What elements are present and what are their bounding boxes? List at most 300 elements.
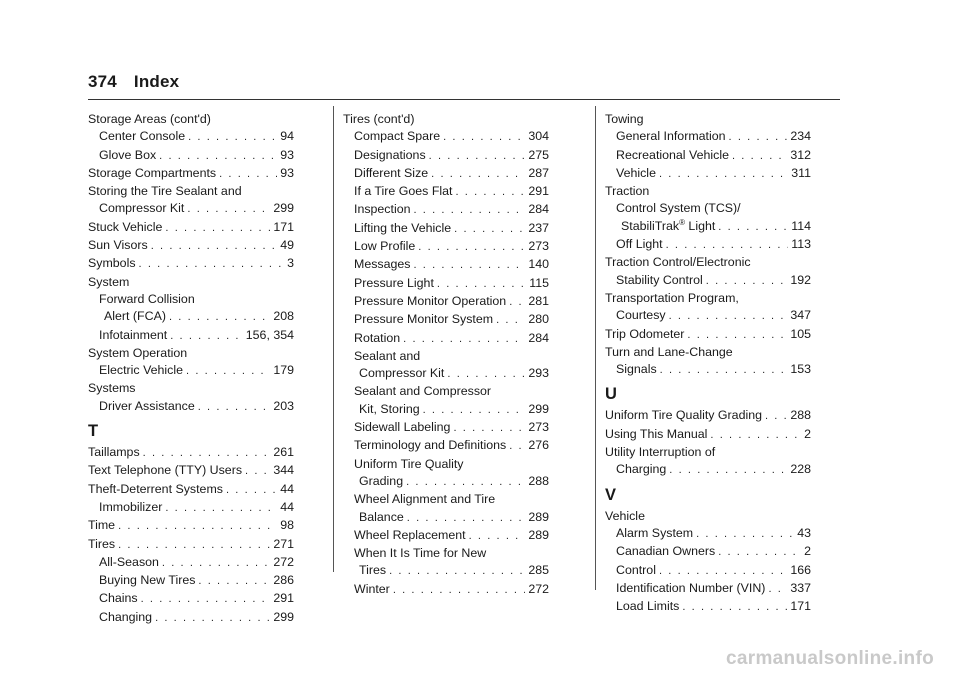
entry-term-text: Inspection <box>354 202 411 217</box>
entry-page-number[interactable]: 44 <box>280 481 294 496</box>
entry-term-text: Control <box>616 562 656 577</box>
dot-leader <box>660 362 788 379</box>
entry-term-text: Signals <box>616 362 657 377</box>
index-entry[interactable] <box>343 256 549 274</box>
entry-term <box>99 327 167 344</box>
dot-leader <box>245 463 270 480</box>
dot-leader <box>718 219 788 236</box>
entry-page-number[interactable]: 288 <box>790 408 811 423</box>
entry-term <box>616 361 657 378</box>
index-heading: Storage Areas (cont'd) <box>88 112 211 126</box>
index-heading: Turn and Lane-Change <box>605 344 733 359</box>
dot-leader <box>453 420 525 437</box>
dot-leader <box>669 308 788 325</box>
entry-page-number[interactable]: 98 <box>280 518 294 533</box>
entry-term-text: Immobilizer <box>99 499 163 514</box>
entry-page-number[interactable]: 156, 354 <box>245 327 294 342</box>
index-heading: System Operation <box>88 345 188 360</box>
entry-term <box>99 554 159 571</box>
entry-page-number[interactable]: 153 <box>790 362 811 377</box>
index-entry[interactable] <box>88 554 294 572</box>
index-heading: Traction Control/Electronic <box>605 255 751 270</box>
index-entry[interactable] <box>605 326 811 344</box>
entry-page-number[interactable]: 140 <box>528 257 549 272</box>
index-heading: Control System (TCS)/ <box>616 201 741 216</box>
entry-page-number[interactable]: 285 <box>528 563 549 578</box>
index-heading: Systems <box>88 381 136 396</box>
dot-leader <box>393 582 526 599</box>
index-entry[interactable] <box>88 462 294 480</box>
entry-term <box>616 543 715 560</box>
entry-term-text: Changing <box>99 609 153 624</box>
entry-page-number[interactable]: 347 <box>790 308 811 323</box>
entry-term-text: Terminology and Definitions <box>354 438 507 453</box>
index-entry[interactable] <box>343 509 549 527</box>
entry-term-text: Theft-Deterrent Systems <box>88 481 223 496</box>
entry-term-text: Sun Visors <box>88 238 148 253</box>
entry-term <box>354 238 415 255</box>
index-entry[interactable] <box>343 581 549 599</box>
entry-term <box>354 437 506 454</box>
index-entry[interactable] <box>88 147 294 165</box>
entry-page-number[interactable]: 276 <box>528 438 549 453</box>
dot-leader <box>413 257 525 274</box>
entry-term <box>354 201 410 218</box>
entry-term <box>359 365 444 382</box>
entry-term <box>99 572 195 589</box>
index-heading: Vehicle <box>605 508 645 523</box>
entry-term-text: Compressor Kit <box>359 366 445 381</box>
entry-term <box>99 147 156 164</box>
entry-page-number[interactable]: 287 <box>528 165 549 180</box>
entry-page-number[interactable]: 166 <box>790 562 811 577</box>
index-entry[interactable] <box>605 461 811 479</box>
index-entry[interactable] <box>605 128 811 146</box>
entry-term-text: Low Profile <box>354 239 416 254</box>
entry-page-number[interactable]: 280 <box>528 312 549 327</box>
dot-leader <box>389 563 525 580</box>
dot-leader <box>141 591 271 608</box>
entry-term-text: Compact Spare <box>354 129 441 144</box>
entry-term <box>359 473 403 490</box>
dot-leader <box>669 462 787 479</box>
index-entry[interactable] <box>605 147 811 165</box>
dot-leader <box>768 581 787 598</box>
entry-page-number[interactable]: 115 <box>529 275 549 290</box>
index-entry[interactable] <box>605 165 811 183</box>
dot-leader <box>165 220 270 237</box>
entry-page-number[interactable]: 311 <box>791 165 811 180</box>
section-letter: V <box>605 485 617 504</box>
index-column-1 <box>88 111 294 627</box>
entry-term-text: Off Light <box>616 237 663 252</box>
index-entry[interactable] <box>343 293 549 311</box>
entry-term <box>354 128 440 145</box>
index-entry[interactable] <box>88 362 294 380</box>
entry-page-number[interactable]: 289 <box>528 509 549 524</box>
entry-term-text: Buying New Tires <box>99 573 196 588</box>
entry-term-text: Vehicle <box>616 165 656 180</box>
entry-term <box>359 509 404 526</box>
index-heading: Uniform Tire Quality <box>354 456 464 471</box>
dot-leader <box>186 363 270 380</box>
dot-leader <box>706 273 788 290</box>
entry-page-number[interactable]: 208 <box>273 309 294 324</box>
entry-page-number[interactable]: 234 <box>790 129 811 144</box>
index-entry[interactable] <box>343 562 549 580</box>
entry-term-text: Lifting the Vehicle <box>354 220 452 235</box>
index-heading: Sealant and <box>354 348 421 363</box>
index-heading: Towing <box>605 112 644 126</box>
dot-leader <box>151 238 278 255</box>
index-entry[interactable] <box>343 220 549 238</box>
index-entry[interactable] <box>343 311 549 329</box>
index-heading: Utility Interruption of <box>605 445 716 460</box>
index-heading: Wheel Alignment and Tire <box>354 492 496 507</box>
index-column-3 <box>605 111 811 616</box>
dot-leader <box>729 129 788 146</box>
entry-page-number[interactable]: 299 <box>528 401 549 416</box>
entry-term-text: Recreational Vehicle <box>616 147 729 162</box>
index-entry[interactable] <box>343 437 549 455</box>
entry-page-number[interactable]: 114 <box>791 218 811 233</box>
entry-page-number[interactable]: 171 <box>790 599 811 614</box>
entry-page-number[interactable]: 237 <box>528 220 549 235</box>
page-title: Index <box>133 72 180 91</box>
entry-term-text: General Information <box>616 129 726 144</box>
dot-leader <box>509 294 525 311</box>
dot-leader <box>143 445 271 462</box>
index-entry[interactable] <box>605 361 811 379</box>
index-entry[interactable] <box>605 525 811 543</box>
index-entry[interactable] <box>88 517 294 535</box>
index-entry[interactable] <box>88 590 294 608</box>
index-entry[interactable] <box>88 572 294 590</box>
dot-leader <box>413 202 525 219</box>
index-entry[interactable] <box>605 426 811 444</box>
entry-term <box>88 536 115 553</box>
entry-term <box>354 311 493 328</box>
index-entry[interactable] <box>88 255 294 273</box>
entry-term <box>88 481 223 498</box>
entry-page-number[interactable]: 284 <box>528 330 549 345</box>
entry-term-text: Pressure Monitor Operation <box>354 293 507 308</box>
entry-page-number[interactable]: 192 <box>790 272 811 287</box>
entry-term <box>88 255 136 272</box>
entry-term <box>99 128 185 145</box>
entry-term <box>605 407 762 424</box>
dot-leader <box>447 366 525 383</box>
registered-mark: ® <box>679 217 685 227</box>
index-entry[interactable] <box>343 238 549 256</box>
dot-leader <box>406 474 525 491</box>
index-entry[interactable] <box>88 536 294 554</box>
entry-term-text: Glove Box <box>99 147 157 162</box>
entry-page-number[interactable]: 3 <box>287 256 294 271</box>
index-heading: When It Is Time for New <box>354 546 487 561</box>
entry-page-number[interactable]: 49 <box>280 238 294 253</box>
entry-page-number[interactable]: 299 <box>273 609 294 624</box>
entry-term-text: Identification Number (VIN) <box>616 580 766 595</box>
entry-page-number[interactable]: 261 <box>273 445 294 460</box>
entry-page-number[interactable]: 288 <box>528 473 549 488</box>
entry-page-number[interactable]: 171 <box>273 219 294 234</box>
index-entry[interactable] <box>343 473 549 491</box>
index-entry[interactable] <box>605 272 811 290</box>
entry-page-number[interactable]: 2 <box>804 544 811 559</box>
entry-term-text: Text Telephone (TTY) Users <box>88 463 243 478</box>
entry-term <box>605 326 684 343</box>
dot-leader <box>170 328 243 345</box>
entry-term <box>99 200 184 217</box>
dot-leader <box>509 438 525 455</box>
entry-page-number[interactable]: 286 <box>273 573 294 588</box>
entry-page-number[interactable]: 299 <box>273 201 294 216</box>
dot-leader <box>666 237 789 254</box>
dot-leader <box>165 500 277 517</box>
entry-term <box>354 256 410 273</box>
index-heading: Transportation Program, <box>605 290 739 305</box>
entry-term <box>104 308 166 325</box>
entry-term <box>354 330 400 347</box>
entry-term-text: Time <box>88 518 116 533</box>
dot-leader <box>162 555 270 572</box>
entry-term <box>354 293 506 310</box>
entry-term <box>616 307 666 324</box>
entry-term <box>621 218 715 235</box>
entry-page-number[interactable]: 284 <box>528 202 549 217</box>
entry-page-number[interactable]: 291 <box>273 591 294 606</box>
entry-page-number[interactable]: 203 <box>273 398 294 413</box>
entry-page-number[interactable]: 272 <box>273 554 294 569</box>
index-entry[interactable] <box>88 398 294 416</box>
dot-leader <box>431 166 525 183</box>
entry-page-number[interactable]: 337 <box>790 580 811 595</box>
dot-leader <box>219 166 277 183</box>
entry-term <box>88 219 162 236</box>
entry-page-number[interactable]: 304 <box>528 129 549 144</box>
entry-term-text: Alarm System <box>616 525 694 540</box>
entry-term <box>616 147 729 164</box>
dot-leader <box>418 239 525 256</box>
entry-page-number[interactable]: 273 <box>528 420 549 435</box>
index-entry[interactable] <box>343 165 549 183</box>
entry-term <box>616 236 663 253</box>
entry-term <box>605 426 707 443</box>
index-entry[interactable] <box>343 201 549 219</box>
entry-term <box>88 444 140 461</box>
section-letter: U <box>605 385 617 404</box>
entry-term-text: Electric Vehicle <box>99 363 184 378</box>
entry-term-text: Pressure Light <box>354 275 434 290</box>
entry-term-text: Pressure Monitor System <box>354 312 494 327</box>
entry-term <box>99 499 162 516</box>
index-entry[interactable] <box>88 308 294 326</box>
entry-term-text: Alert (FCA) <box>104 309 166 324</box>
entry-term-text: Balance <box>359 509 404 524</box>
entry-term-text: Wheel Replacement <box>354 527 466 542</box>
dot-leader <box>454 221 525 238</box>
index-entry[interactable] <box>343 128 549 146</box>
entry-page-number[interactable]: 105 <box>790 326 811 341</box>
index-heading: Forward Collision <box>99 291 195 306</box>
index-entry[interactable] <box>605 218 811 236</box>
entry-page-number[interactable]: 291 <box>528 184 549 199</box>
entry-term-text: Designations <box>354 147 426 162</box>
index-entry[interactable] <box>88 200 294 218</box>
dot-leader <box>659 563 787 580</box>
dot-leader <box>429 148 526 165</box>
entry-term-text: Kit, Storing <box>359 401 420 416</box>
entry-term-text: Charging <box>616 462 667 477</box>
entry-term-text: Infotainment <box>99 327 168 342</box>
entry-term-text: Tires <box>359 563 387 578</box>
index-entry[interactable] <box>343 401 549 419</box>
index-entry[interactable] <box>88 481 294 499</box>
entry-page-number[interactable]: 93 <box>280 165 294 180</box>
header-rule <box>88 99 840 100</box>
entry-term <box>354 220 451 237</box>
index-heading: Storing the Tire Sealant and <box>88 184 242 199</box>
index-entry[interactable] <box>605 407 811 425</box>
entry-term-text: Symbols <box>88 256 136 271</box>
entry-term <box>88 165 216 182</box>
index-entry[interactable] <box>605 543 811 561</box>
dot-leader <box>198 399 271 416</box>
entry-page-number[interactable]: 281 <box>528 293 549 308</box>
column-divider-2 <box>595 106 596 590</box>
entry-page-number[interactable]: 289 <box>528 527 549 542</box>
index-entry[interactable] <box>88 609 294 627</box>
entry-term-text: Storage Compartments <box>88 165 217 180</box>
entry-page-number[interactable]: 44 <box>280 499 294 514</box>
index-entry[interactable] <box>343 365 549 383</box>
index-entry[interactable] <box>343 275 549 293</box>
dot-leader <box>455 184 525 201</box>
dot-leader <box>226 482 277 499</box>
dot-leader <box>403 331 525 348</box>
entry-page-number[interactable]: 272 <box>528 581 549 596</box>
index-entry[interactable] <box>343 147 549 165</box>
entry-term <box>354 581 390 598</box>
entry-term-text: Sidewall Labeling <box>354 420 451 435</box>
entry-term-text: Rotation <box>354 330 401 345</box>
dot-leader <box>118 518 277 535</box>
index-column-2 <box>343 111 549 599</box>
entry-term-text: Different Size <box>354 165 429 180</box>
index-entry[interactable] <box>605 598 811 616</box>
entry-page-number[interactable]: 2 <box>804 426 811 441</box>
dot-leader <box>659 166 788 183</box>
entry-term-text: Winter <box>354 581 390 596</box>
index-entry[interactable] <box>343 330 549 348</box>
entry-term <box>354 183 452 200</box>
entry-page-number[interactable]: 228 <box>790 462 811 477</box>
entry-term <box>354 419 450 436</box>
entry-term <box>99 398 195 415</box>
watermark: carmanualsonline.info <box>726 648 934 669</box>
entry-page-number[interactable]: 293 <box>528 366 549 381</box>
entry-term <box>354 147 426 164</box>
dot-leader <box>169 309 270 326</box>
dot-leader <box>732 148 787 165</box>
entry-term <box>616 128 726 145</box>
entry-term-text: Uniform Tire Quality Grading <box>605 408 762 423</box>
entry-page-number[interactable]: 179 <box>273 363 294 378</box>
entry-term-text: Stability Control <box>616 272 703 287</box>
dot-leader <box>159 148 277 165</box>
entry-term-text: StabiliTrak <box>621 218 680 233</box>
entry-term <box>616 165 656 182</box>
entry-page-number[interactable]: 113 <box>791 237 811 252</box>
entry-page-number[interactable]: 43 <box>797 525 811 540</box>
entry-page-number[interactable]: 312 <box>790 147 811 162</box>
index-entry[interactable] <box>88 499 294 517</box>
index-entry[interactable] <box>88 128 294 146</box>
dot-leader <box>718 544 801 561</box>
entry-page-number[interactable]: 94 <box>280 129 294 144</box>
entry-term-text: Canadian Owners <box>616 544 716 559</box>
index-heading: Traction <box>605 184 650 199</box>
entry-term <box>359 401 420 418</box>
entry-page-number[interactable]: 344 <box>273 463 294 478</box>
index-entry[interactable] <box>343 419 549 437</box>
index-entry[interactable] <box>605 580 811 598</box>
dot-leader <box>187 201 270 218</box>
entry-page-number[interactable]: 93 <box>280 147 294 162</box>
entry-term <box>99 609 152 626</box>
entry-term <box>88 462 242 479</box>
entry-term-text: Taillamps <box>88 445 140 460</box>
entry-term-text: Trip Odometer <box>605 326 685 341</box>
index-entry[interactable] <box>88 327 294 345</box>
index-entry[interactable] <box>343 183 549 201</box>
index-heading: Sealant and Compressor <box>354 384 492 399</box>
entry-term-text: Center Console <box>99 129 186 144</box>
dot-leader <box>155 610 270 627</box>
entry-term-text: Chains <box>99 591 138 606</box>
index-entry[interactable] <box>605 562 811 580</box>
entry-term <box>88 517 115 534</box>
dot-leader <box>765 408 787 425</box>
index-entry[interactable] <box>88 237 294 255</box>
entry-term <box>99 362 183 379</box>
index-entry[interactable] <box>88 219 294 237</box>
dot-leader <box>188 129 277 146</box>
entry-term <box>616 461 666 478</box>
dot-leader <box>696 526 794 543</box>
index-entry[interactable] <box>88 165 294 183</box>
index-entry[interactable] <box>343 527 549 545</box>
entry-term-text: Tires <box>88 536 116 551</box>
index-entry[interactable] <box>88 444 294 462</box>
dot-leader <box>710 427 801 444</box>
entry-page-number[interactable]: 275 <box>528 147 549 162</box>
dot-leader <box>437 276 526 293</box>
entry-term-text: Grading <box>359 473 404 488</box>
entry-page-number[interactable]: 273 <box>528 239 549 254</box>
entry-term-text: Compressor Kit <box>99 201 185 216</box>
index-entry[interactable] <box>605 236 811 254</box>
entry-term-suffix: Light <box>684 218 716 233</box>
dot-leader <box>139 256 285 273</box>
dot-leader <box>423 402 526 419</box>
dot-leader <box>469 528 526 545</box>
entry-page-number[interactable]: 271 <box>273 536 294 551</box>
entry-term <box>354 527 466 544</box>
index-entry[interactable] <box>605 307 811 325</box>
entry-term-text: Messages <box>354 257 411 272</box>
